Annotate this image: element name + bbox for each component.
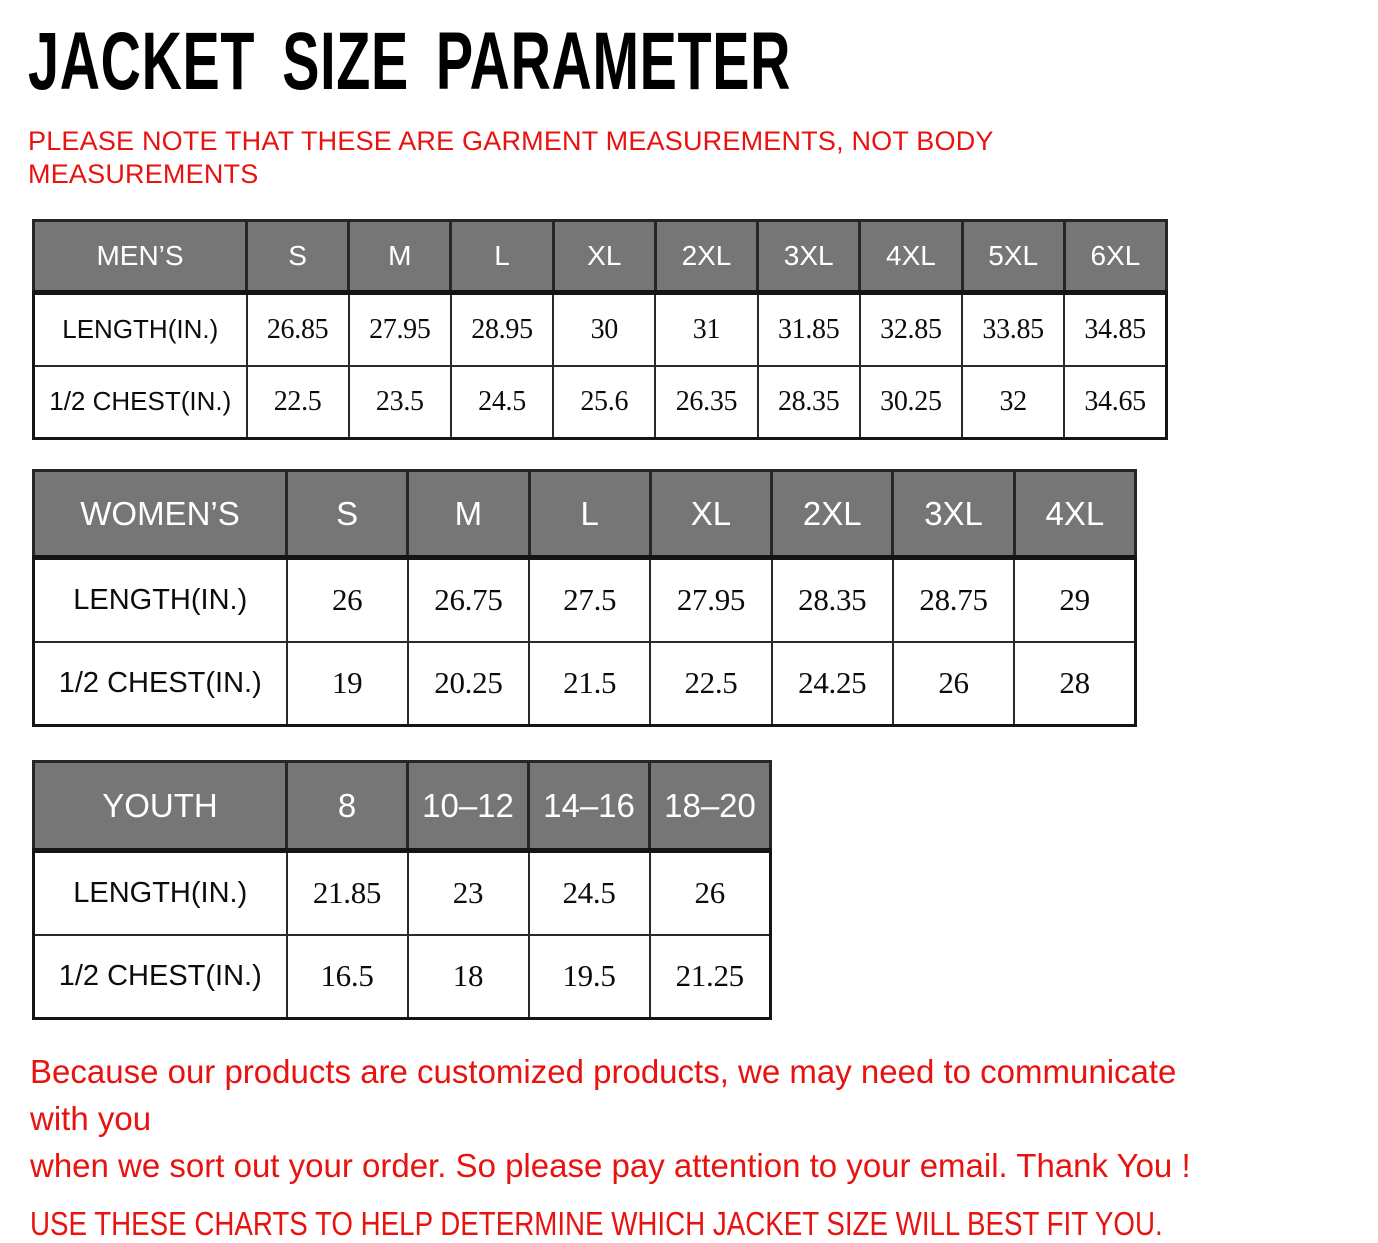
measurement-row <box>34 851 771 935</box>
measurement-cell: 27.95 <box>349 293 451 366</box>
size-header-cell: 2XL <box>772 471 893 558</box>
measurement-cell: 29 <box>1014 558 1135 642</box>
measurement-cell: 26 <box>650 851 771 935</box>
note-line-2: MEASUREMENTS <box>28 159 259 189</box>
table-name-cell: MEN’S <box>34 221 247 293</box>
measurement-cell: 28.75 <box>893 558 1014 642</box>
measurement-cell: 26.35 <box>655 366 757 439</box>
measurement-row <box>34 642 1136 726</box>
footer-line-2: when we sort out your order. So please pay attention to your email. Thank You ! <box>30 1147 1191 1184</box>
size-header-cell: L <box>529 471 650 558</box>
size-header-cell: 10–12 <box>408 762 529 851</box>
table-name-cell: YOUTH <box>34 762 287 851</box>
row-label-cell: LENGTH(IN.) <box>34 851 287 935</box>
size-header-cell: 18–20 <box>650 762 771 851</box>
measurement-cell: 21.5 <box>529 642 650 726</box>
note-line-1: PLEASE NOTE THAT THESE ARE GARMENT MEASUREMENTS, NOT BODY <box>28 126 994 156</box>
measurement-cell: 24.5 <box>451 366 553 439</box>
size-table <box>32 760 772 1020</box>
measurement-cell: 34.85 <box>1064 293 1166 366</box>
measurement-cell: 28.35 <box>758 366 860 439</box>
garment-measurement-note <box>28 125 1200 191</box>
measurement-cell: 22.5 <box>650 642 771 726</box>
size-header-row <box>34 221 1167 293</box>
measurement-cell: 23 <box>408 851 529 935</box>
measurement-cell: 30.25 <box>860 366 962 439</box>
size-header-cell: M <box>408 471 529 558</box>
size-header-cell: 3XL <box>893 471 1014 558</box>
measurement-cell: 19.5 <box>529 935 650 1019</box>
measurement-cell: 20.25 <box>408 642 529 726</box>
measurement-cell: 32.85 <box>860 293 962 366</box>
measurement-cell: 19 <box>287 642 408 726</box>
size-header-cell: 4XL <box>1014 471 1135 558</box>
measurement-cell: 28.95 <box>451 293 553 366</box>
size-header-row <box>34 762 771 851</box>
size-table <box>32 469 1137 727</box>
measurement-cell: 26.85 <box>247 293 349 366</box>
measurement-cell: 26 <box>893 642 1014 726</box>
size-header-cell: 3XL <box>758 221 860 293</box>
measurement-cell: 26.75 <box>408 558 529 642</box>
measurement-cell: 30 <box>553 293 655 366</box>
measurement-cell: 32 <box>962 366 1064 439</box>
measurement-cell: 33.85 <box>962 293 1064 366</box>
measurement-cell: 31.85 <box>758 293 860 366</box>
size-header-cell: S <box>247 221 349 293</box>
size-table <box>32 219 1168 440</box>
womens-size-table <box>32 469 1200 727</box>
measurement-cell: 31 <box>655 293 757 366</box>
measurement-cell: 23.5 <box>349 366 451 439</box>
measurement-row <box>34 366 1167 439</box>
measurement-cell: 27.95 <box>650 558 771 642</box>
row-label-cell: 1/2 CHEST(IN.) <box>34 935 287 1019</box>
charts-usage-note: USE THESE CHARTS TO HELP DETERMINE WHICH JACKET SIZE WILL BEST FIT YOU. <box>30 1205 1163 1242</box>
measurement-cell: 28.35 <box>772 558 893 642</box>
size-header-cell: 2XL <box>655 221 757 293</box>
row-label-cell: LENGTH(IN.) <box>34 293 247 366</box>
size-header-cell: 14–16 <box>529 762 650 851</box>
mens-size-table <box>32 219 1200 440</box>
size-header-cell: 5XL <box>962 221 1064 293</box>
measurement-row <box>34 293 1167 366</box>
measurement-cell: 24.5 <box>529 851 650 935</box>
row-label-cell: LENGTH(IN.) <box>34 558 287 642</box>
size-header-cell: L <box>451 221 553 293</box>
size-header-cell: S <box>287 471 408 558</box>
measurement-cell: 18 <box>408 935 529 1019</box>
measurement-cell: 27.5 <box>529 558 650 642</box>
measurement-cell: 25.6 <box>553 366 655 439</box>
size-header-cell: 8 <box>287 762 408 851</box>
measurement-cell: 34.65 <box>1064 366 1166 439</box>
table-name-cell: WOMEN’S <box>34 471 287 558</box>
size-header-cell: 4XL <box>860 221 962 293</box>
size-header-cell: XL <box>553 221 655 293</box>
footer-line-1: Because our products are customized products, we may need to communicate with you <box>30 1053 1177 1137</box>
size-header-row <box>34 471 1136 558</box>
page-title: JACKET SIZE PARAMETER <box>28 16 792 107</box>
row-label-cell: 1/2 CHEST(IN.) <box>34 642 287 726</box>
measurement-cell: 16.5 <box>287 935 408 1019</box>
customized-products-note <box>30 1048 1200 1189</box>
measurement-cell: 26 <box>287 558 408 642</box>
measurement-cell: 24.25 <box>772 642 893 726</box>
measurement-row <box>34 558 1136 642</box>
size-header-cell: M <box>349 221 451 293</box>
measurement-cell: 21.25 <box>650 935 771 1019</box>
youth-size-table <box>32 760 1200 1020</box>
size-header-cell: 6XL <box>1064 221 1166 293</box>
row-label-cell: 1/2 CHEST(IN.) <box>34 366 247 439</box>
measurement-cell: 28 <box>1014 642 1135 726</box>
measurement-cell: 21.85 <box>287 851 408 935</box>
size-header-cell: XL <box>650 471 771 558</box>
measurement-cell: 22.5 <box>247 366 349 439</box>
measurement-row <box>34 935 771 1019</box>
